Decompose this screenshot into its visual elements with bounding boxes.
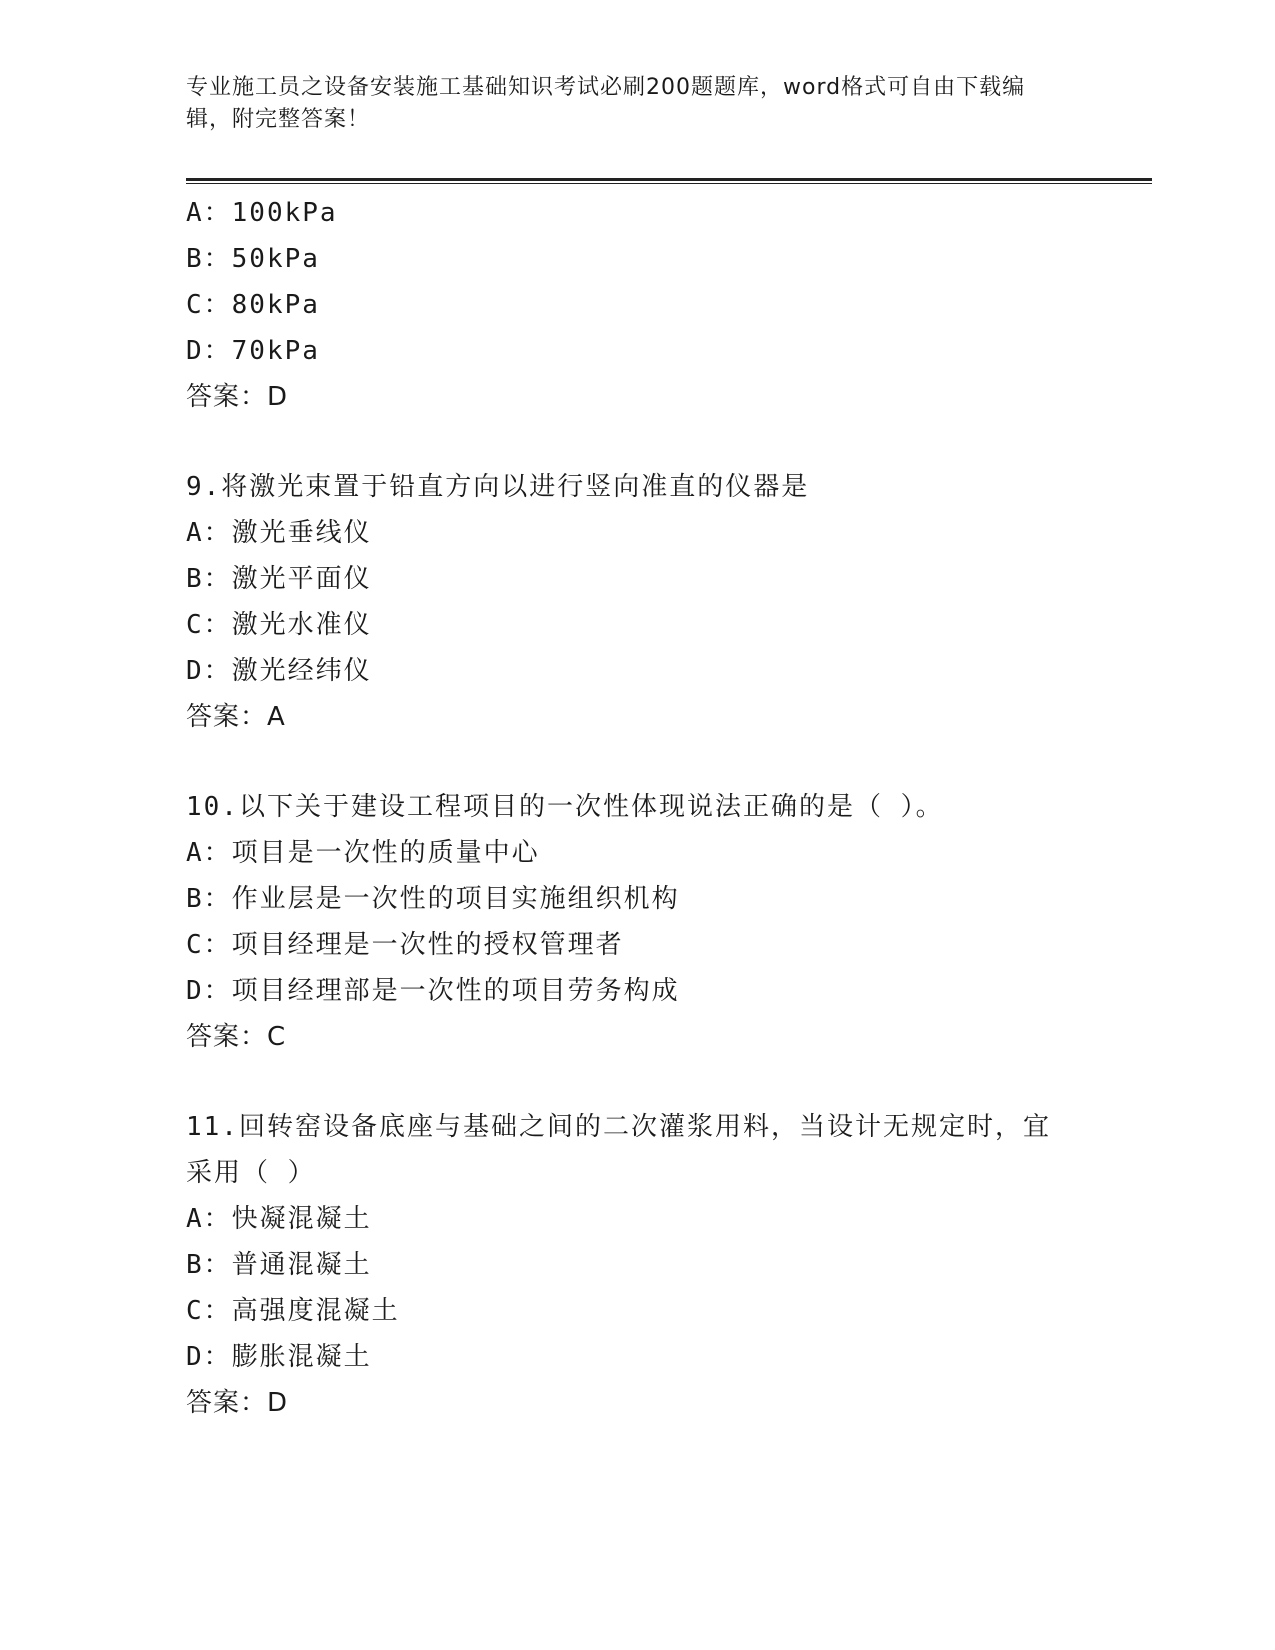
- option-d: D：项目经理部是一次性的项目劳务构成: [186, 976, 680, 1006]
- header-divider-thick: [186, 178, 1152, 181]
- option-a: A：快凝混凝土: [186, 1204, 372, 1234]
- option-c: C：高强度混凝土: [186, 1296, 400, 1326]
- question-8: [186, 190, 1152, 420]
- option-c: C：项目经理是一次性的授权管理者: [186, 930, 624, 960]
- answer-line: 答案：A: [186, 702, 286, 732]
- question-9: [186, 464, 1152, 740]
- question-text: 9.将激光束置于铅直方向以进行竖向准直的仪器是: [186, 472, 810, 502]
- question-10: [186, 784, 1152, 1060]
- option-c: C：激光水准仪: [186, 610, 372, 640]
- question-text: 10.以下关于建设工程项目的一次性体现说法正确的是（ ）。: [186, 792, 944, 822]
- option-a: A：100kPa: [186, 198, 338, 228]
- option-d: D：激光经纬仪: [186, 656, 372, 686]
- option-a: A：项目是一次性的质量中心: [186, 838, 540, 868]
- question-11: [186, 1104, 1152, 1426]
- question-text: 11.回转窑设备底座与基础之间的二次灌浆用料，当设计无规定时，宜采用（ ）: [186, 1112, 1051, 1188]
- option-d: D：70kPa: [186, 336, 320, 366]
- answer-line: 答案：C: [186, 1022, 287, 1052]
- option-b: B：激光平面仪: [186, 564, 372, 594]
- answer-line: 答案：D: [186, 1388, 289, 1418]
- option-d: D：膨胀混凝土: [186, 1342, 372, 1372]
- option-a: A：激光垂线仪: [186, 518, 372, 548]
- answer-line: 答案：D: [186, 382, 289, 412]
- option-b: B：普通混凝土: [186, 1250, 372, 1280]
- option-c: C：80kPa: [186, 290, 320, 320]
- option-b: B：作业层是一次性的项目实施组织机构: [186, 884, 680, 914]
- option-b: B：50kPa: [186, 244, 320, 274]
- document-title: 专业施工员之设备安装施工基础知识考试必刷200题题库，word格式可自由下载编辑，附完整答案！: [186, 75, 1026, 132]
- question-list: [186, 190, 1152, 1426]
- header-divider-thin: [186, 183, 1152, 184]
